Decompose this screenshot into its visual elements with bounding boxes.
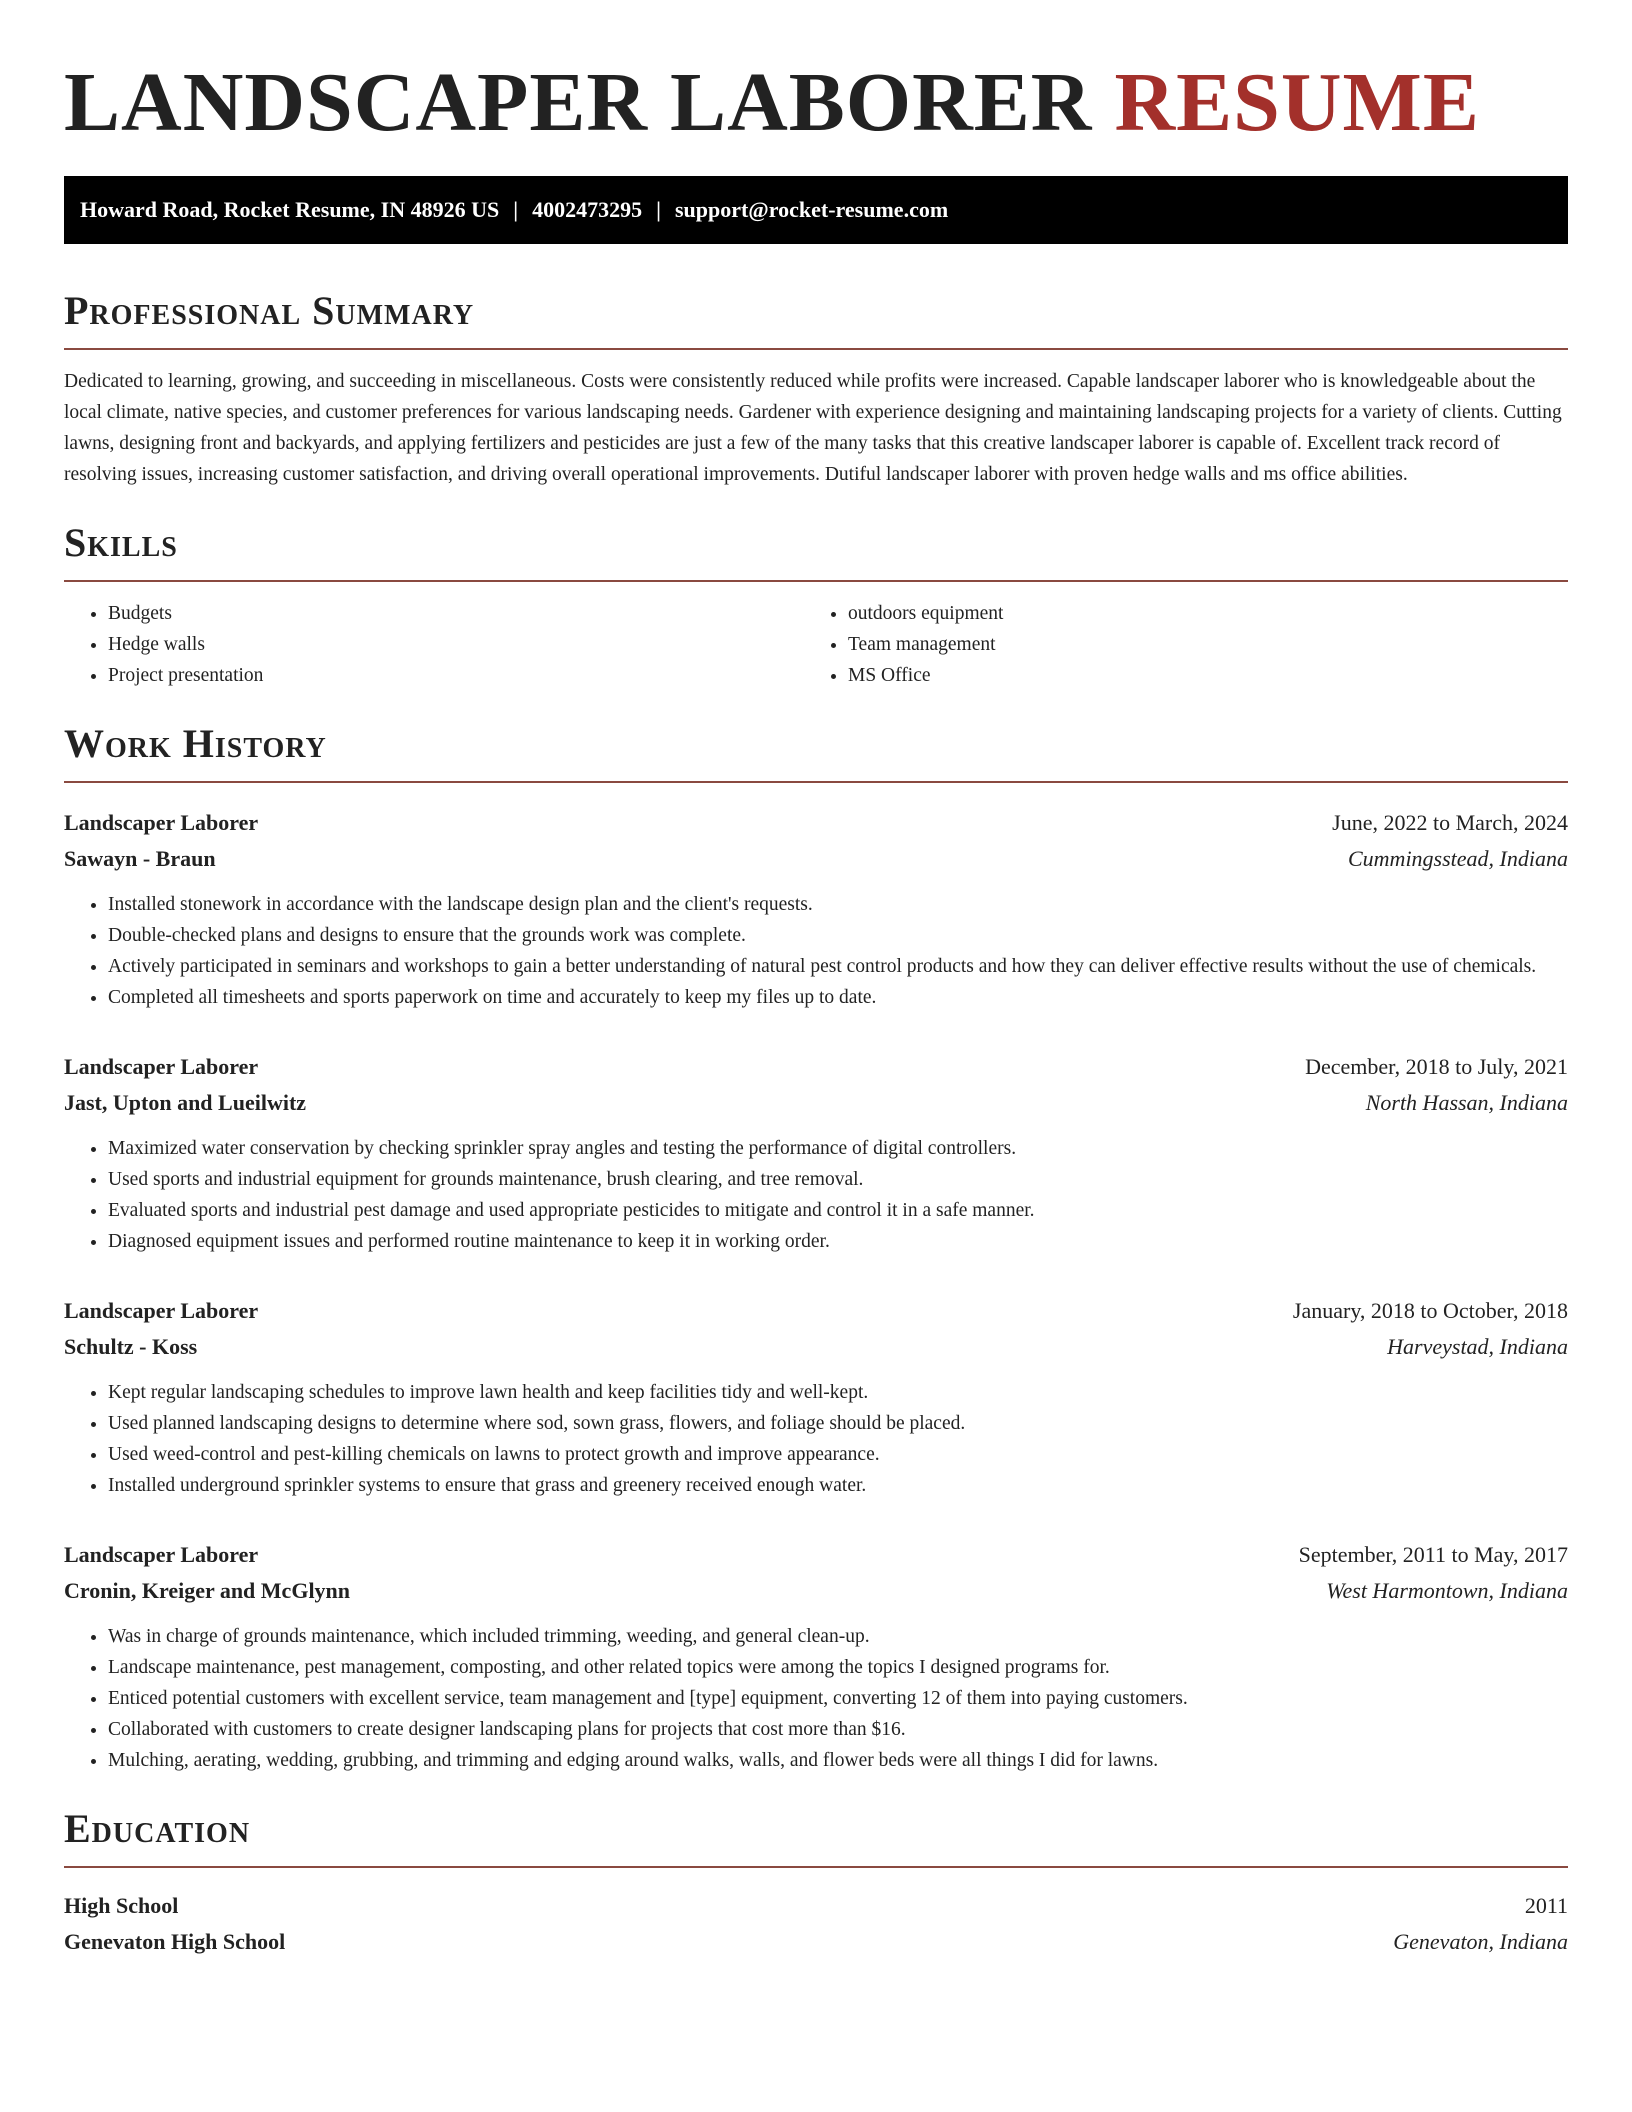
- job-bullet: • Diagnosed equipment issues and performed routine maintenance to keep it in working order.: [108, 1226, 1568, 1257]
- job-title: Landscaper Laborer: [64, 1298, 259, 1323]
- job-company: Sawayn - Braun: [64, 846, 216, 871]
- job-entry: [64, 1293, 1568, 1501]
- job-company-row: [64, 1085, 1568, 1121]
- job-location: Harveystad, Indiana: [1387, 1334, 1568, 1359]
- job-bullets: [64, 1133, 1568, 1257]
- job-bullet: • Used weed-control and pest-killing chemicals on lawns to protect growth and improve appearance.: [108, 1439, 1568, 1470]
- contact-separator: |: [656, 197, 661, 222]
- job-company-row: [64, 1329, 1568, 1365]
- job-bullet: • Maximized water conservation by checking sprinkler spray angles and testing the performance of digital controllers.: [108, 1133, 1568, 1164]
- job-title-row: [64, 1537, 1568, 1573]
- job-title: Landscaper Laborer: [64, 810, 259, 835]
- skill-item: • Team management: [848, 629, 1544, 660]
- job-bullet: • Collaborated with customers to create designer landscaping plans for projects that cost more than $16.: [108, 1714, 1568, 1745]
- job-entry: [64, 805, 1568, 1013]
- education-location: Genevaton, Indiana: [1393, 1929, 1568, 1954]
- job-bullet: • Used planned landscaping designs to determine where sod, sown grass, flowers, and foliage should be placed.: [108, 1408, 1568, 1439]
- job-dates: January, 2018 to October, 2018: [1292, 1298, 1568, 1323]
- job-bullet: • Evaluated sports and industrial pest damage and used appropriate pesticides to mitigate and control it in a safe manner.: [108, 1195, 1568, 1226]
- contact-bar: [64, 176, 1568, 244]
- job-title: Landscaper Laborer: [64, 1054, 259, 1079]
- contact-email: support@rocket-resume.com: [674, 197, 949, 222]
- education-school-row: [64, 1924, 1568, 1960]
- job-bullet: • Used sports and industrial equipment for grounds maintenance, brush clearing, and tree removal.: [108, 1164, 1568, 1195]
- job-bullets: [64, 1377, 1568, 1501]
- job-company-row: [64, 1573, 1568, 1609]
- job-bullet: • Was in charge of grounds maintenance, which included trimming, weeding, and general clean-up.: [108, 1621, 1568, 1652]
- job-company: Jast, Upton and Lueilwitz: [64, 1090, 307, 1115]
- job-bullets: [64, 889, 1568, 1013]
- job-bullet: • Enticed potential customers with excellent service, team management and [type] equipment, converting 12 of them into paying customers.: [108, 1683, 1568, 1714]
- skills-column-left: [64, 598, 804, 691]
- title-main: LANDSCAPER LABORER: [64, 56, 1093, 149]
- resume-title: [64, 58, 1568, 148]
- job-dates: December, 2018 to July, 2021: [1305, 1054, 1568, 1079]
- job-bullet: • Double-checked plans and designs to ensure that the grounds work was complete.: [108, 920, 1568, 951]
- job-entry: [64, 1049, 1568, 1257]
- contact-address: Howard Road, Rocket Resume, IN 48926 US: [80, 197, 500, 222]
- education-heading: Education: [64, 1804, 1568, 1868]
- contact-phone: 4002473295: [532, 197, 643, 222]
- skill-item: • Budgets: [108, 598, 804, 629]
- job-title-row: [64, 1049, 1568, 1085]
- job-company: Cronin, Kreiger and McGlynn: [64, 1578, 351, 1603]
- education-entry: [64, 1888, 1568, 1960]
- summary-heading: Professional Summary: [64, 286, 1568, 350]
- contact-separator: |: [513, 197, 519, 222]
- education-degree-row: [64, 1888, 1568, 1924]
- education-year: 2011: [1524, 1893, 1568, 1918]
- education-degree: High School: [64, 1893, 179, 1918]
- skill-item: • Project presentation: [108, 660, 804, 691]
- job-title: Landscaper Laborer: [64, 1542, 259, 1567]
- skill-item: • outdoors equipment: [848, 598, 1544, 629]
- job-company-row: [64, 841, 1568, 877]
- job-bullet: • Landscape maintenance, pest management, composting, and other related topics were among the topics I designed programs for.: [108, 1652, 1568, 1683]
- skills-column-right: [804, 598, 1544, 691]
- job-dates: June, 2022 to March, 2024: [1332, 810, 1568, 835]
- job-bullet: • Kept regular landscaping schedules to improve lawn health and keep facilities tidy and well-kept.: [108, 1377, 1568, 1408]
- job-company: Schultz - Koss: [64, 1334, 198, 1359]
- skills-list: [64, 598, 1568, 691]
- job-location: West Harmontown, Indiana: [1326, 1578, 1568, 1603]
- job-location: North Hassan, Indiana: [1365, 1090, 1568, 1115]
- job-bullets: [64, 1621, 1568, 1776]
- job-title-row: [64, 805, 1568, 841]
- education-school: Genevaton High School: [64, 1929, 286, 1954]
- job-entry: [64, 1537, 1568, 1776]
- summary-text: Dedicated to learning, growing, and succeeding in miscellaneous. Costs were consistently reduced while profits were increased. Capable landscaper laborer who is knowledgeable about the local climate, native species, and customer preferences for various landscaping needs. Gardener with experience designing and maintaining landscaping projects for a variety of clients. Cutting lawns, designing front and backyards, and applying fertilizers and pesticides are just a few of the many tasks that this creative landscaper laborer is capable of. Excellent track record of resolving issues, increasing customer satisfaction, and driving overall operational improvements. Dutiful landscaper laborer with proven hedge walls and ms office abilities.: [64, 371, 1562, 485]
- job-bullet: • Installed underground sprinkler systems to ensure that grass and greenery received enough water.: [108, 1470, 1568, 1501]
- skill-item: • MS Office: [848, 660, 1544, 691]
- work-history-heading: Work History: [64, 719, 1568, 783]
- job-bullet: • Installed stonework in accordance with the landscape design plan and the client's requests.: [108, 889, 1568, 920]
- job-bullet: • Completed all timesheets and sports paperwork on time and accurately to keep my files up to date.: [108, 982, 1568, 1013]
- skills-heading: Skills: [64, 518, 1568, 582]
- job-title-row: [64, 1293, 1568, 1329]
- resume-page: [64, 0, 1568, 1960]
- job-bullet: • Mulching, aerating, wedding, grubbing, and trimming and edging around walks, walls, and flower beds were all things I did for lawns.: [108, 1745, 1568, 1776]
- job-bullet: • Actively participated in seminars and workshops to gain a better understanding of natural pest control products and how they can deliver effective results without the use of chemicals.: [108, 951, 1568, 982]
- job-location: Cummingsstead, Indiana: [1348, 846, 1568, 871]
- title-accent: RESUME: [1114, 56, 1480, 149]
- job-dates: September, 2011 to May, 2017: [1298, 1542, 1568, 1567]
- skill-item: • Hedge walls: [108, 629, 804, 660]
